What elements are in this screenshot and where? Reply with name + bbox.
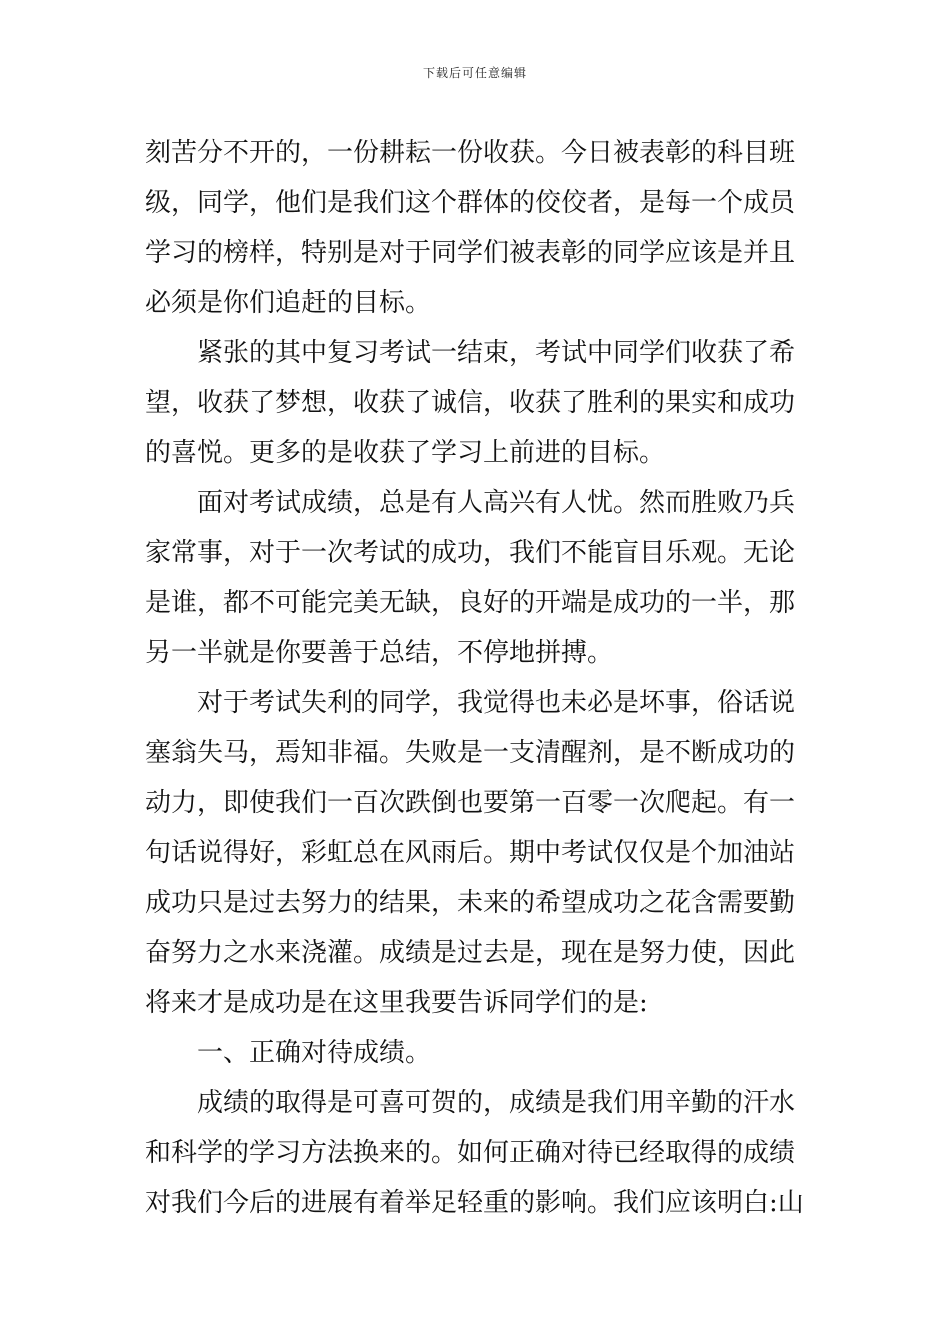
text-line: 学习的榜样，特别是对于同学们被表彰的同学应该是并且 <box>145 238 796 268</box>
text-line: 塞翁失马，焉知非福。失败是一支清醒剂，是不断成功的 <box>145 738 796 768</box>
text-line: 必须是你们追赶的目标。 <box>145 288 432 318</box>
text-line: 句话说得好，彩虹总在风雨后。期中考试仅仅是个加油站 <box>145 838 796 868</box>
text-line: 紧张的其中复习考试一结束，考试中同学们收获了希 <box>197 338 796 368</box>
text-line: 和科学的学习方法换来的。如何正确对待已经取得的成绩 <box>145 1138 796 1168</box>
page-header: 下载后可任意编辑 <box>422 66 527 80</box>
text-line: 将来才是成功是在这里我要告诉同学们的是: <box>145 988 648 1018</box>
text-line: 的喜悦。更多的是收获了学习上前进的目标。 <box>145 438 666 468</box>
text-line: 刻苦分不开的，一份耕耘一份收获。今日被表彰的科目班 <box>145 138 796 168</box>
text-line: 级，同学，他们是我们这个群体的佼佼者，是每一个成员 <box>145 188 796 218</box>
text-line: 家常事，对于一次考试的成功，我们不能盲目乐观。无论 <box>145 538 796 568</box>
text-line: 望，收获了梦想，收获了诚信，收获了胜利的果实和成功 <box>145 388 796 418</box>
text-line: 奋努力之水来浇灌。成绩是过去是，现在是努力使，因此 <box>145 938 796 968</box>
text-line: 成功只是过去努力的结果，未来的希望成功之花含需要勤 <box>145 888 796 918</box>
document-body <box>145 128 815 1228</box>
text-line: 对我们今后的进展有着举足轻重的影响。我们应该明白:山 <box>145 1188 804 1218</box>
text-line: 动力，即使我们一百次跌倒也要第一百零一次爬起。有一 <box>145 788 796 818</box>
text-line: 另一半就是你要善于总结，不停地拼搏。 <box>145 638 614 668</box>
text-line: 成绩的取得是可喜可贺的，成绩是我们用辛勤的汗水 <box>197 1088 796 1118</box>
text-line: 是谁，都不可能完美无缺，良好的开端是成功的一半，那 <box>145 588 796 618</box>
text-line: 对于考试失利的同学，我觉得也未必是坏事，俗话说 <box>197 688 796 718</box>
text-line: 面对考试成绩，总是有人高兴有人忧。然而胜败乃兵 <box>197 488 796 518</box>
text-line: 一、正确对待成绩。 <box>197 1038 432 1068</box>
